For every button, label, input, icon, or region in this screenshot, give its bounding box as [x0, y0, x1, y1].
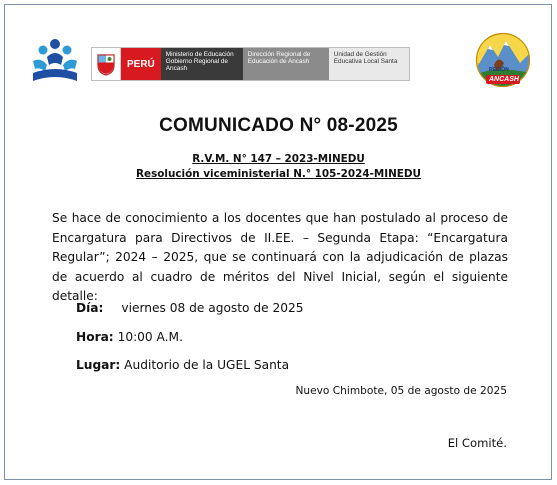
document-title: COMUNICADO N° 08-2025 — [159, 115, 398, 136]
announcement-body: Se hace de conocimiento a los docentes que han postulado al proceso de Encargatura para Directivos de II.EE. – Segunda Etapa: “Encargatura Regular”; 2024 – 2025, que se continuará con la adjudicación de plazas de acuerdo al cuadro de méritos del Nivel Inicial, según el siguiente detalle: — [52, 211, 508, 304]
reference-resolution: Resolución viceministerial N.° 105-2024-MINEDU — [136, 168, 421, 180]
region-logo-text: ANCASH — [489, 76, 519, 83]
peru-label: PERÚ — [121, 48, 161, 80]
peru-coat-of-arms-icon — [92, 48, 121, 80]
ministry-label: Ministerio de Educación Gobierno Regional de Ancash — [161, 48, 243, 80]
reference-rvm: R.V.M. N° 147 – 2023-MINEDU — [192, 153, 365, 165]
detail-day — [76, 301, 303, 315]
signature: El Comité. — [447, 436, 507, 450]
dre-label: Dirección Regional de Educación de Ancash — [243, 48, 329, 80]
place-value: Auditorio de la UGEL Santa — [124, 358, 290, 372]
detail-place — [76, 358, 289, 372]
detail-time — [76, 330, 183, 344]
place-date: Nuevo Chimbote, 05 de agosto de 2025 — [295, 385, 507, 397]
day-value: viernes 08 de agosto de 2025 — [121, 301, 304, 315]
government-logo-banner — [91, 47, 410, 81]
time-label: Hora: — [76, 330, 114, 344]
region-ancash-logo-icon — [474, 29, 532, 91]
time-value: 10:00 A.M. — [117, 330, 183, 344]
day-label: Día: — [76, 301, 104, 315]
education-logo-icon — [27, 35, 83, 87]
ugel-label: Unidad de Gestión Educativa Local Santa — [329, 48, 409, 80]
place-label: Lugar: — [76, 358, 121, 372]
region-logo-small-text: REGIÓN — [489, 67, 509, 73]
